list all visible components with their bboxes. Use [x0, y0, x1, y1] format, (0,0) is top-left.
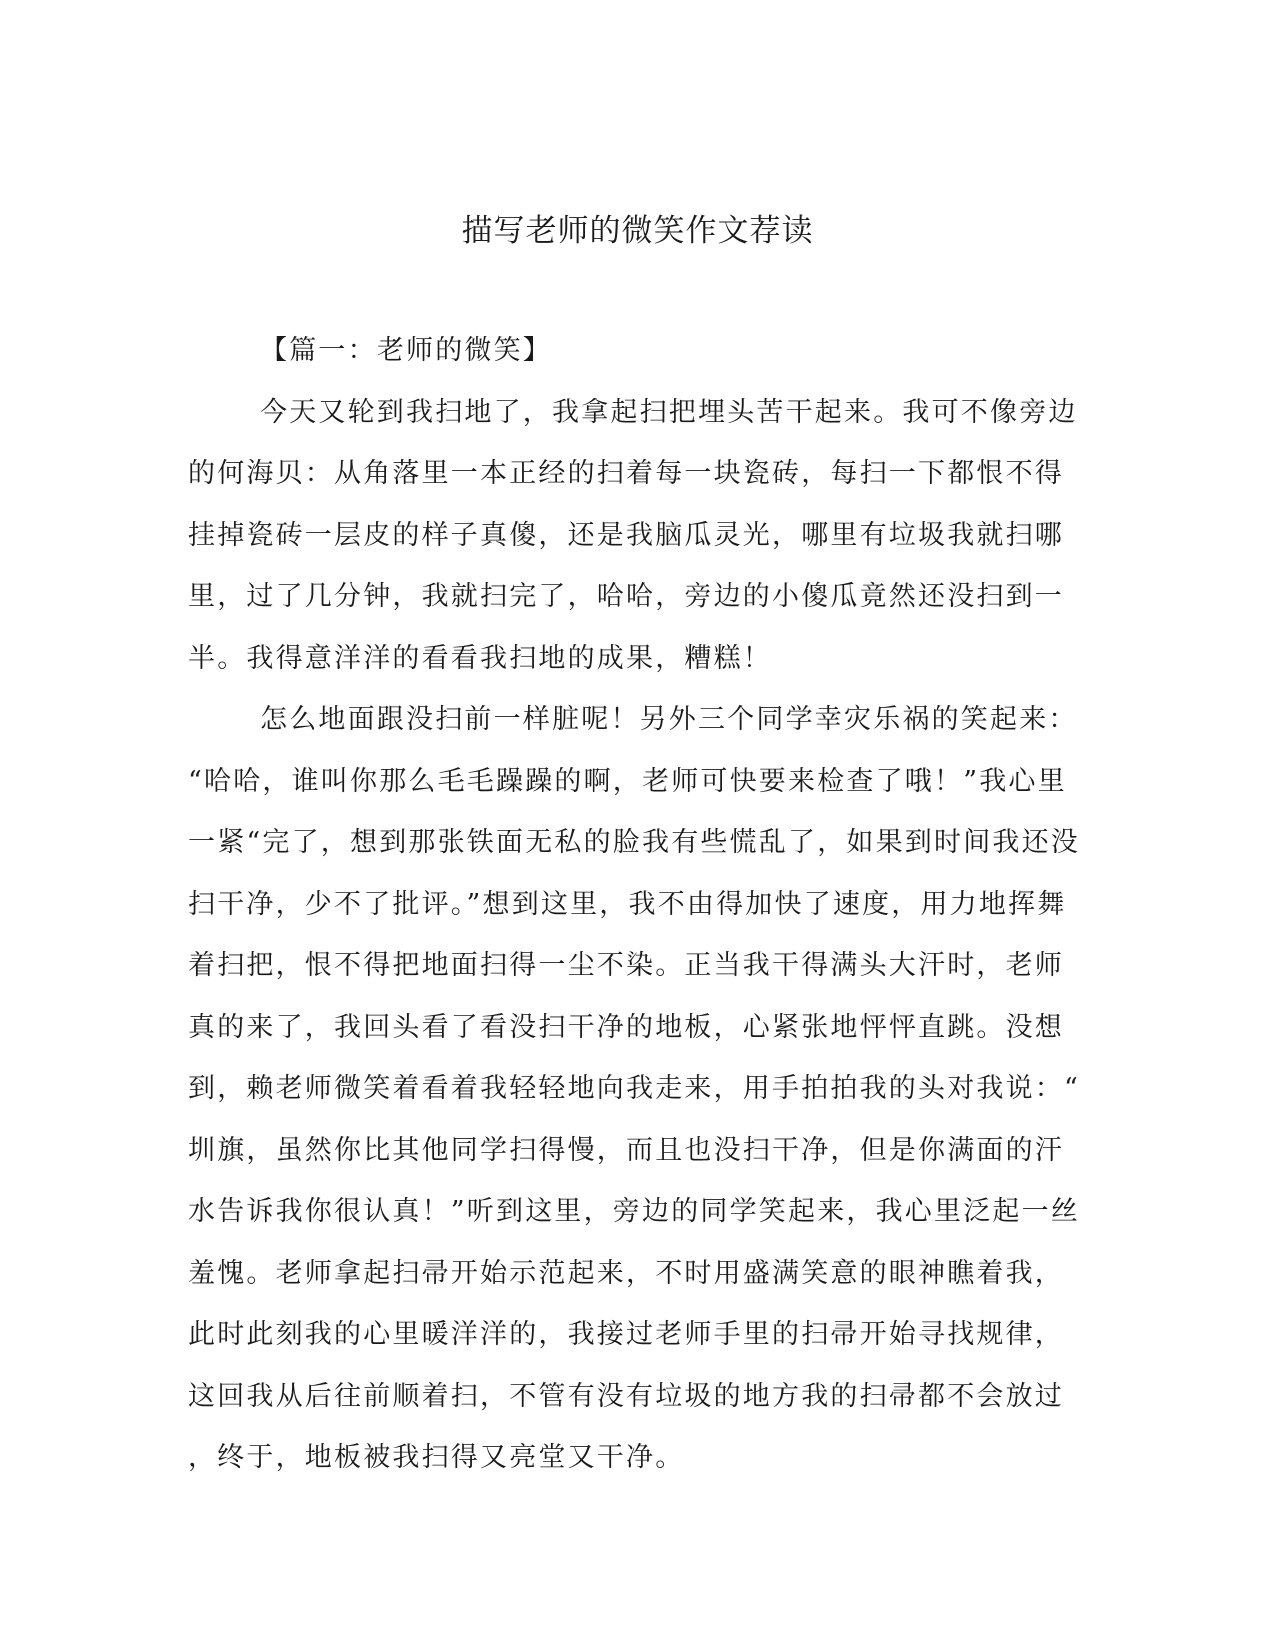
- paragraph-1-line-4: 里，过了几分钟，我就扫完了，哈哈，旁边的小傻瓜竟然还没扫到一: [188, 581, 1064, 612]
- paragraph-2-line-10: 羞愧。老师拿起扫帚开始示范起来，不时用盛满笑意的眼神瞧着我，: [188, 1257, 1064, 1289]
- paragraph-2-line-8: 圳旗，虽然你比其他同学扫得慢，而且也没扫干净，但是你满面的汗: [188, 1134, 1064, 1166]
- paragraph-2-line-7: 到，赖老师微笑着看着我轻轻地向我走来，用手拍拍我的头对我说：“: [188, 1073, 1081, 1104]
- paragraph-2-line-13: ，终于，地板被我扫得又亮堂又干净。: [188, 1442, 685, 1473]
- paragraph-2-line-9: 水告诉我你很认真！”听到这里，旁边的同学笑起来，我心里泛起一丝: [188, 1196, 1081, 1227]
- document-body: [188, 320, 1081, 1489]
- paragraph-1-line-5: 半。我得意洋洋的看看我扫地的成果，糟糕！: [188, 642, 772, 674]
- paragraph-2-line-2: “哈哈，谁叫你那么毛毛躁躁的啊，老师可快要来检查了哦！”我心里: [188, 765, 1067, 797]
- paragraph-2-line-3: 一紧“完了，想到那张铁面无私的脸我有些慌乱了，如果到时间我还没: [188, 827, 1081, 858]
- paragraph-1-line-1: 今天又轮到我扫地了，我拿起扫把埋头苦干起来。我可不像旁边: [260, 396, 1078, 428]
- paragraph-2-line-1: 怎么地面跟没扫前一样脏呢！另外三个同学幸灾乐祸的笑起来：: [260, 704, 1078, 735]
- paragraph-2-line-5: 着扫把，恨不得把地面扫得一尘不染。正当我干得满头大汗时，老师: [188, 950, 1064, 981]
- paragraph-2-line-11: 此时此刻我的心里暖洋洋的，我接过老师手里的扫帚开始寻找规律，: [188, 1319, 1064, 1350]
- paragraph-2-line-6: 真的来了，我回头看了看没扫干净的地板，心紧张地怦怦直跳。没想: [188, 1011, 1064, 1043]
- paragraph-2-line-12: 这回我从后往前顺着扫，不管有没有垃圾的地方我的扫帚都不会放过: [188, 1380, 1064, 1412]
- paragraph-1-line-2: 的何海贝：从角落里一本正经的扫着每一块瓷砖，每扫一下都恨不得: [188, 458, 1064, 489]
- document-title: 描写老师的微笑作文荐读: [461, 213, 814, 249]
- paragraph-1-line-3: 挂掉瓷砖一层皮的样子真傻，还是我脑瓜灵光，哪里有垃圾我就扫哪: [188, 519, 1064, 551]
- paragraph-2-line-4: 扫干净，少不了批评。”想到这里，我不由得加快了速度，用力地挥舞: [188, 888, 1067, 920]
- section-heading: 【篇一：老师的微笑】: [260, 335, 552, 366]
